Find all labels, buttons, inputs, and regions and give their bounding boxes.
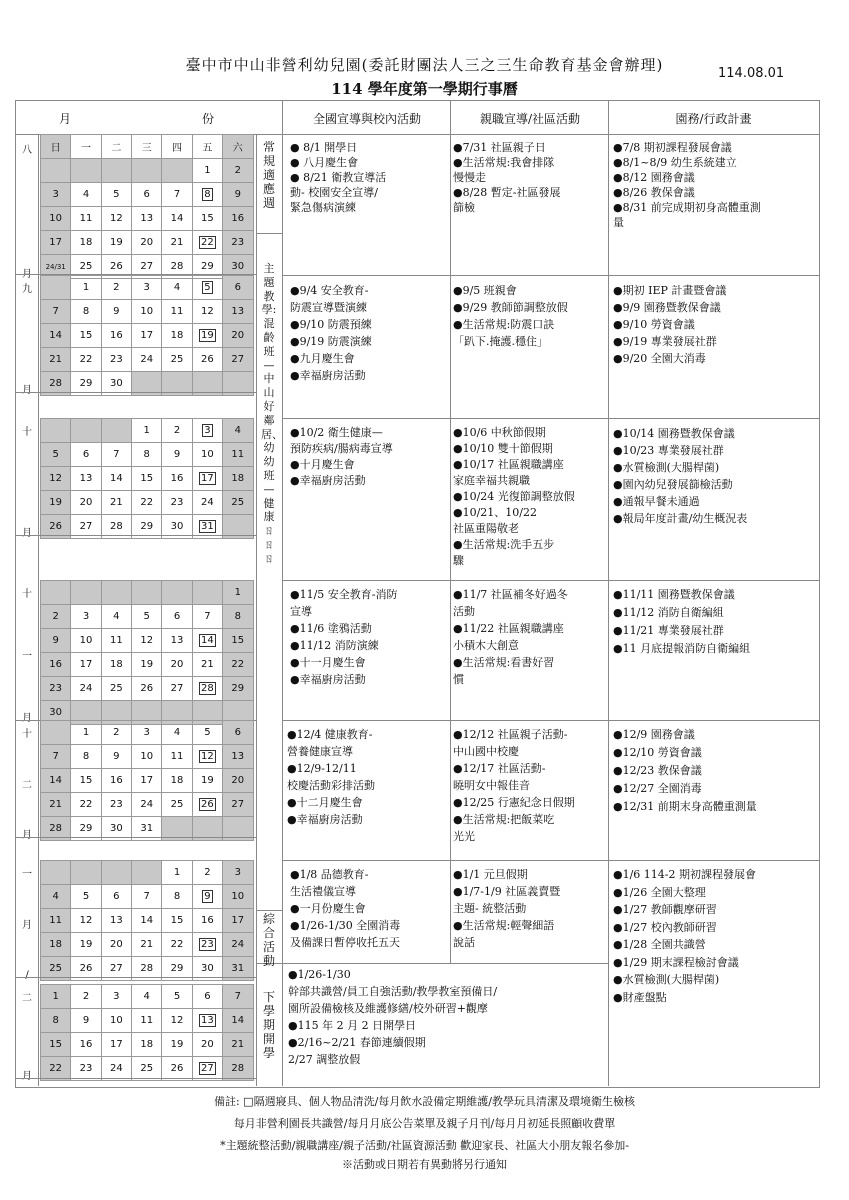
header-parent: 親職宣導/社區活動 bbox=[479, 112, 581, 126]
calendar-day: 29 bbox=[71, 372, 101, 396]
calendar-day: 5 bbox=[41, 443, 71, 467]
calendar-day: 7 bbox=[41, 745, 71, 769]
calendar-day: 17 bbox=[132, 769, 162, 793]
calendar-day: 10 bbox=[41, 207, 71, 231]
calendar-day: 11 bbox=[132, 1009, 162, 1033]
month-label: 十 一 月 bbox=[22, 589, 32, 724]
weekday-label: 日 bbox=[41, 135, 71, 159]
calendar-day bbox=[41, 276, 71, 300]
calendar-day: 15 bbox=[41, 1033, 71, 1057]
calendar-day bbox=[132, 159, 162, 183]
calendar-day bbox=[192, 581, 222, 605]
calendar-day: 12 bbox=[101, 207, 131, 231]
calendar-day: 22 bbox=[71, 793, 101, 817]
events-oct-parent: ●10/6 中秋節假期 ●10/10 雙十節假期 ●10/17 社區親職講座 家庭幸福共親職 ●10/24 光復節調整放假 ●10/21、10/22 社區重陽敬老 ●生活常規:洗手五步 驟 bbox=[453, 426, 575, 567]
weekday-label: 二 bbox=[101, 135, 131, 159]
calendar-day: 20 bbox=[192, 1033, 222, 1057]
calendar-day: 23 bbox=[162, 491, 192, 515]
month-divider bbox=[15, 837, 256, 838]
calendar-day: 5 bbox=[101, 183, 131, 207]
calendar-day: 7 bbox=[41, 300, 71, 324]
calendar-day: 27 bbox=[101, 957, 131, 981]
calendar-day: 16 bbox=[192, 909, 222, 933]
calendar-day: 27 bbox=[71, 515, 101, 539]
calendar-day: 30 bbox=[101, 817, 131, 841]
calendar-day: 8 bbox=[71, 300, 101, 324]
calendar-day: 21 bbox=[41, 793, 71, 817]
calendar-day: 10 bbox=[223, 885, 253, 909]
calendar-day: 25 bbox=[162, 793, 192, 817]
calendar-day: 20 bbox=[101, 933, 131, 957]
calendar-day: 17 bbox=[41, 231, 71, 255]
calendar-day: 17 bbox=[223, 909, 253, 933]
calendar-day: 13 bbox=[223, 745, 253, 769]
calendar-day: 18 bbox=[162, 324, 192, 348]
calendar-month-2 bbox=[40, 418, 254, 539]
calendar-day: 2 bbox=[71, 985, 101, 1009]
events-sep-national: ●9/4 安全教育- 防震宣導暨演練 ●9/10 防震預練 ●9/19 防震演練 ●九月慶生會 ●幸福廚房活動 bbox=[290, 284, 372, 382]
calendar-day: 10 bbox=[132, 300, 162, 324]
calendar-day: 24 bbox=[192, 491, 222, 515]
calendar-day: 23 bbox=[192, 933, 222, 957]
events-aug-national: ● 8/1 開學日 ● 八月慶生會 ● 8/21 衛教宣導活 動- 校園安全宣導/ 緊急傷病演練 bbox=[290, 141, 387, 214]
calendar-day: 15 bbox=[162, 909, 192, 933]
calendar-day: 6 bbox=[132, 183, 162, 207]
calendar-day: 27 bbox=[162, 677, 192, 701]
calendar-day: 3 bbox=[132, 721, 162, 745]
events-jan-admin: ●1/6 114-2 期初課程發展會 ●1/26 全園大整理 ●1/27 教師觀摩研習 ●1/27 校內教師研習 ●1/28 全園共識營 ●1/29 期末課程檢討會議 ●水質檢測(大腸桿菌) ●財產盤點 bbox=[613, 868, 757, 1004]
calendar-day: 22 bbox=[223, 653, 253, 677]
calendar-day: 16 bbox=[41, 653, 71, 677]
calendar-day bbox=[162, 159, 192, 183]
events-aug-parent: ●7/31 社區親子日 ●生活常規:我會排隊 慢慢走 ●8/28 暫定-社區發展 篩檢 bbox=[453, 141, 561, 214]
calendar-day: 21 bbox=[192, 653, 222, 677]
calendar-day: 13 bbox=[223, 300, 253, 324]
calendar-day: 2 bbox=[101, 721, 131, 745]
month-divider bbox=[15, 1078, 256, 1079]
calendar-day: 21 bbox=[132, 933, 162, 957]
calendar-day: 8 bbox=[162, 885, 192, 909]
events-aug-admin: ●7/8 期初課程發展會議 ●8/1~8/9 幼生系統建立 ●8/12 園務會議 ●8/26 教保會議 ●8/31 前完成期初身高體重測 量 bbox=[613, 141, 761, 229]
calendar-day: 4 bbox=[162, 721, 192, 745]
calendar-day: 20 bbox=[223, 769, 253, 793]
calendar-day: 6 bbox=[192, 985, 222, 1009]
calendar-day: 25 bbox=[162, 348, 192, 372]
calendar-day: 8 bbox=[132, 443, 162, 467]
calendar-day bbox=[41, 721, 71, 745]
calendar-day: 19 bbox=[71, 933, 101, 957]
calendar-day: 22 bbox=[71, 348, 101, 372]
side-label-adaptation: 常規適應週 bbox=[262, 140, 275, 210]
calendar-day: 9 bbox=[223, 183, 253, 207]
calendar-day: 1 bbox=[132, 419, 162, 443]
calendar-day: 24/31 bbox=[41, 255, 71, 279]
calendar-day: 1 bbox=[162, 861, 192, 885]
calendar-day: 14 bbox=[132, 909, 162, 933]
calendar-day: 11 bbox=[162, 745, 192, 769]
calendar-day: 7 bbox=[101, 443, 131, 467]
side-label-summary: 綜合活動 bbox=[262, 912, 275, 968]
calendar-day: 4 bbox=[132, 985, 162, 1009]
calendar-day bbox=[71, 581, 101, 605]
calendar-month-5 bbox=[40, 860, 254, 981]
calendar-day bbox=[101, 419, 131, 443]
calendar-day: 28 bbox=[101, 515, 131, 539]
calendar-day: 23 bbox=[71, 1057, 101, 1081]
weekday-label: 五 bbox=[192, 135, 222, 159]
calendar-day: 12 bbox=[41, 467, 71, 491]
calendar-day: 14 bbox=[41, 324, 71, 348]
calendar-day: 8 bbox=[223, 605, 253, 629]
events-oct-national: ●10/2 衛生健康— 預防疾病/腸病毒宣導 ●十月慶生會 ●幸福廚房活動 bbox=[290, 426, 393, 487]
calendar-day: 23 bbox=[223, 231, 253, 255]
month-divider bbox=[15, 392, 256, 393]
calendar-day: 25 bbox=[223, 491, 253, 515]
calendar-day: 15 bbox=[223, 629, 253, 653]
calendar-day: 29 bbox=[223, 677, 253, 701]
date-code: 114.08.01 bbox=[718, 66, 785, 81]
calendar-day bbox=[162, 581, 192, 605]
calendar-day bbox=[41, 159, 71, 183]
calendar-day: 22 bbox=[132, 491, 162, 515]
calendar-day: 11 bbox=[101, 629, 131, 653]
calendar-month-6 bbox=[40, 984, 254, 1081]
calendar-day: 20 bbox=[223, 324, 253, 348]
calendar-day: 9 bbox=[192, 885, 222, 909]
page-title: 臺中市中山非營利幼兒園(委託財團法人三之三生命教育基金會辦理) bbox=[185, 56, 664, 74]
calendar-day: 25 bbox=[41, 957, 71, 981]
page-subtitle: 114 學年度第一學期行事曆 bbox=[331, 80, 518, 98]
footer-note-1: 備註: □隔週寢具、個人物品清洗/每月飲水設備定期維護/教學玩具清潔及環境衛生檢核 bbox=[213, 1095, 635, 1108]
calendar-day: 17 bbox=[132, 324, 162, 348]
calendar-day: 27 bbox=[223, 793, 253, 817]
calendar-day: 20 bbox=[162, 653, 192, 677]
calendar-day: 11 bbox=[162, 300, 192, 324]
calendar-day: 15 bbox=[132, 467, 162, 491]
calendar-day: 21 bbox=[41, 348, 71, 372]
calendar-day: 13 bbox=[101, 909, 131, 933]
calendar-day: 8 bbox=[41, 1009, 71, 1033]
calendar-day: 19 bbox=[41, 491, 71, 515]
events-nov-admin: ●11/11 園務暨教保會議 ●11/12 消防自衛編組 ●11/21 專業發展社群 ●11 月底提報消防自衛編組 bbox=[613, 588, 751, 655]
calendar-day: 12 bbox=[71, 909, 101, 933]
side-label-theme: 主題教學:混齡班—中山好鄰居、幼幼班—健康ㄖㄖㄖ bbox=[261, 262, 283, 565]
calendar-month-3 bbox=[40, 580, 254, 725]
calendar-day: 4 bbox=[223, 419, 253, 443]
calendar-day: 26 bbox=[41, 515, 71, 539]
calendar-day: 7 bbox=[162, 183, 192, 207]
calendar-day: 12 bbox=[132, 629, 162, 653]
calendar-day: 15 bbox=[192, 207, 222, 231]
calendar-day: 23 bbox=[101, 793, 131, 817]
calendar-day: 18 bbox=[223, 467, 253, 491]
calendar-day bbox=[71, 159, 101, 183]
events-jan-national: ●1/8 品德教育- 生活禮儀宣導 ●一月份慶生會 ●1/26-1/30 全園消毒 及備課日暫停收托五天 bbox=[290, 868, 401, 949]
events-sep-admin: ●期初 IEP 計畫暨會議 ●9/9 園務暨教保會議 ●9/10 勞資會議 ●9/19 專業發展社群 ●9/20 全園大消毒 bbox=[613, 284, 727, 365]
calendar-day: 25 bbox=[101, 677, 131, 701]
calendar-day: 2 bbox=[41, 605, 71, 629]
calendar-day: 3 bbox=[132, 276, 162, 300]
calendar-day: 3 bbox=[223, 861, 253, 885]
events-nov-national: ●11/5 安全教育-消防 宣導 ●11/6 塗鴉活動 ●11/12 消防演練 ●十一月慶生會 ●幸福廚房活動 bbox=[290, 588, 398, 686]
calendar-day bbox=[101, 581, 131, 605]
events-dec-admin: ●12/9 園務會議 ●12/10 勞資會議 ●12/23 教保會議 ●12/27 全園消毒 ●12/31 前期末身高體重測量 bbox=[613, 728, 757, 813]
calendar-day: 5 bbox=[71, 885, 101, 909]
header-part: 份 bbox=[201, 112, 214, 126]
calendar-day bbox=[41, 581, 71, 605]
month-divider bbox=[15, 535, 256, 536]
calendar-day: 28 bbox=[223, 1057, 253, 1081]
calendar-day: 24 bbox=[223, 933, 253, 957]
calendar-day: 29 bbox=[162, 957, 192, 981]
calendar-day: 7 bbox=[192, 605, 222, 629]
calendar-day: 20 bbox=[71, 491, 101, 515]
calendar-day: 16 bbox=[223, 207, 253, 231]
calendar-day: 20 bbox=[132, 231, 162, 255]
events-sep-parent: ●9/5 班親會 ●9/29 教師節調整放假 ●生活常規:防震口訣 「趴下.掩護.穩住」 bbox=[453, 284, 568, 348]
calendar-day: 28 bbox=[162, 255, 192, 279]
month-label: 二 月 bbox=[22, 993, 32, 1082]
calendar-day: 9 bbox=[101, 745, 131, 769]
calendar-day: 22 bbox=[41, 1057, 71, 1081]
events-end-national: ●1/26-1/30 幹部共識營/員工自強活動/教學教室預備日/ 園所設備檢核及維護修繕/校外研習+觀摩 ●115 年 2 月 2 日開學日 ●2/16~2/21 春節連續假期 2/27 調整放假 bbox=[288, 968, 498, 1066]
calendar-day: 6 bbox=[101, 885, 131, 909]
calendar-day bbox=[101, 861, 131, 885]
calendar-day bbox=[41, 419, 71, 443]
calendar-day: 24 bbox=[71, 677, 101, 701]
header-national: 全國宣導與校內活動 bbox=[312, 112, 421, 126]
calendar-day bbox=[132, 581, 162, 605]
month-column-divider bbox=[38, 134, 39, 1086]
calendar-day: 26 bbox=[71, 957, 101, 981]
calendar-day: 12 bbox=[192, 300, 222, 324]
calendar-month-4 bbox=[40, 720, 254, 841]
calendar-day: 23 bbox=[41, 677, 71, 701]
weekday-label: 一 bbox=[71, 135, 101, 159]
calendar-day: 12 bbox=[162, 1009, 192, 1033]
calendar-day: 29 bbox=[71, 817, 101, 841]
calendar-day bbox=[41, 861, 71, 885]
month-label: 八 月 bbox=[22, 145, 32, 280]
month-label: 一 月 / bbox=[22, 869, 32, 981]
calendar-day: 24 bbox=[101, 1057, 131, 1081]
calendar-day: 9 bbox=[41, 629, 71, 653]
events-dec-national: ●12/4 健康教育- 營養健康宣導 ●12/9-12/11 校慶活動彩排活動 ●十二月慶生會 ●幸福廚房活動 bbox=[287, 728, 375, 826]
calendar-day bbox=[132, 861, 162, 885]
calendar-day: 2 bbox=[223, 159, 253, 183]
events-nov-parent: ●11/7 社區補冬好過冬 活動 ●11/22 社區親職講座 小積木大創意 ●生活常規:看書好習 慣 bbox=[453, 588, 568, 686]
calendar-day: 15 bbox=[71, 769, 101, 793]
calendar-day: 13 bbox=[132, 207, 162, 231]
calendar-day: 21 bbox=[223, 1033, 253, 1057]
calendar-day: 4 bbox=[71, 183, 101, 207]
calendar-day: 6 bbox=[223, 721, 253, 745]
calendar-day: 26 bbox=[101, 255, 131, 279]
calendar-day: 22 bbox=[192, 231, 222, 255]
calendar-day: 2 bbox=[192, 861, 222, 885]
calendar-day: 1 bbox=[192, 159, 222, 183]
calendar-day: 7 bbox=[132, 885, 162, 909]
calendar-day: 24 bbox=[132, 348, 162, 372]
calendar-day: 2 bbox=[162, 419, 192, 443]
calendar-day: 19 bbox=[132, 653, 162, 677]
calendar-day: 2 bbox=[101, 276, 131, 300]
calendar-day: 21 bbox=[101, 491, 131, 515]
calendar-day: 19 bbox=[101, 231, 131, 255]
calendar-day: 29 bbox=[132, 515, 162, 539]
calendar-day: 11 bbox=[223, 443, 253, 467]
calendar-day: 22 bbox=[162, 933, 192, 957]
calendar-day: 11 bbox=[71, 207, 101, 231]
calendar-day: 21 bbox=[162, 231, 192, 255]
weekday-label: 六 bbox=[223, 135, 253, 159]
calendar-day: 11 bbox=[41, 909, 71, 933]
calendar-day: 27 bbox=[223, 348, 253, 372]
calendar-day: 5 bbox=[192, 276, 222, 300]
calendar-day: 1 bbox=[223, 581, 253, 605]
calendar-day: 30 bbox=[192, 957, 222, 981]
calendar-day: 30 bbox=[223, 255, 253, 279]
calendar-day: 10 bbox=[132, 745, 162, 769]
calendar-day: 30 bbox=[162, 515, 192, 539]
calendar-day: 14 bbox=[101, 467, 131, 491]
calendar-day: 25 bbox=[132, 1057, 162, 1081]
calendar-day: 18 bbox=[132, 1033, 162, 1057]
calendar-day: 6 bbox=[223, 276, 253, 300]
calendar-day bbox=[71, 419, 101, 443]
calendar-day: 10 bbox=[71, 629, 101, 653]
calendar-day: 18 bbox=[162, 769, 192, 793]
calendar-day: 6 bbox=[71, 443, 101, 467]
calendar-day: 28 bbox=[41, 817, 71, 841]
events-oct-admin: ●10/14 園務暨教保會議 ●10/23 專業發展社群 ●水質檢測(大腸桿菌) ●園內幼兒發展篩檢活動 ●通報早餐未通過 ●報局年度計畫/幼生概況表 bbox=[613, 427, 748, 525]
calendar-day: 6 bbox=[162, 605, 192, 629]
weekday-label: 四 bbox=[162, 135, 192, 159]
calendar-day: 19 bbox=[162, 1033, 192, 1057]
calendar-day: 27 bbox=[132, 255, 162, 279]
calendar-day: 29 bbox=[192, 255, 222, 279]
calendar-day: 16 bbox=[71, 1033, 101, 1057]
calendar-day: 17 bbox=[192, 467, 222, 491]
calendar-day: 9 bbox=[71, 1009, 101, 1033]
calendar-day: 13 bbox=[192, 1009, 222, 1033]
calendar-day: 4 bbox=[41, 885, 71, 909]
header-month: 月 bbox=[58, 112, 71, 126]
calendar-day: 1 bbox=[71, 721, 101, 745]
calendar-day: 30 bbox=[41, 701, 71, 725]
footer-note-3: *主題統整活動/親職講座/親子活動/社區資源活動 歡迎家長、社區大小朋友報名參加- bbox=[220, 1139, 629, 1152]
calendar-day bbox=[71, 861, 101, 885]
calendar-month-1 bbox=[40, 275, 254, 396]
calendar-day: 14 bbox=[192, 629, 222, 653]
calendar-day: 18 bbox=[41, 933, 71, 957]
calendar-day: 26 bbox=[162, 1057, 192, 1081]
calendar-day: 26 bbox=[132, 677, 162, 701]
calendar-day: 31 bbox=[192, 515, 222, 539]
calendar-day: 5 bbox=[192, 721, 222, 745]
side-label-next-semester: 下學期開學 bbox=[262, 990, 275, 1060]
calendar-day: 14 bbox=[223, 1009, 253, 1033]
calendar-day: 28 bbox=[41, 372, 71, 396]
events-dec-parent: ●12/12 社區親子活動- 中山國中校慶 ●12/17 社區活動- 曉明女中報佳音 ●12/25 行憲紀念日假期 ●生活常規:把飯菜吃 光光 bbox=[453, 728, 575, 843]
calendar-day: 17 bbox=[71, 653, 101, 677]
calendar-day: 19 bbox=[192, 324, 222, 348]
calendar-day: 18 bbox=[71, 231, 101, 255]
events-jan-parent: ●1/1 元旦假期 ●1/7-1/9 社區義賣暨 主題- 統整活動 ●生活常規:輕聲細語 說話 bbox=[453, 868, 561, 949]
calendar-day: 16 bbox=[162, 467, 192, 491]
footer-note-4: ※活動或日期若有異動將另行通知 bbox=[342, 1158, 507, 1171]
calendar-day: 10 bbox=[101, 1009, 131, 1033]
calendar-day: 14 bbox=[41, 769, 71, 793]
calendar-day: 1 bbox=[41, 985, 71, 1009]
calendar-day: 31 bbox=[132, 817, 162, 841]
calendar-day: 9 bbox=[162, 443, 192, 467]
calendar-day: 26 bbox=[192, 348, 222, 372]
calendar-day: 12 bbox=[192, 745, 222, 769]
calendar-day: 3 bbox=[101, 985, 131, 1009]
calendar-day: 7 bbox=[223, 985, 253, 1009]
calendar-day: 28 bbox=[132, 957, 162, 981]
calendar-day: 18 bbox=[101, 653, 131, 677]
calendar-day: 4 bbox=[162, 276, 192, 300]
month-divider bbox=[15, 977, 256, 978]
calendar-day: 16 bbox=[101, 769, 131, 793]
calendar-month-0 bbox=[40, 134, 254, 279]
calendar-day: 14 bbox=[162, 207, 192, 231]
footer-note-2: 每月非營利園長共識營/每月月底公告菜單及親子月刊/每月月初延長照顧收費單 bbox=[233, 1117, 616, 1130]
calendar-day: 9 bbox=[101, 300, 131, 324]
calendar-day: 3 bbox=[41, 183, 71, 207]
calendar-day: 23 bbox=[101, 348, 131, 372]
calendar-day: 1 bbox=[71, 276, 101, 300]
calendar-day: 24 bbox=[132, 793, 162, 817]
month-label: 九 月 bbox=[22, 284, 32, 396]
calendar-day: 30 bbox=[101, 372, 131, 396]
calendar-day: 27 bbox=[192, 1057, 222, 1081]
calendar-day: 16 bbox=[101, 324, 131, 348]
calendar-day: 25 bbox=[71, 255, 101, 279]
calendar-day: 28 bbox=[192, 677, 222, 701]
calendar-day: 5 bbox=[132, 605, 162, 629]
weekday-label: 三 bbox=[132, 135, 162, 159]
calendar-day bbox=[101, 159, 131, 183]
calendar-day: 3 bbox=[71, 605, 101, 629]
calendar-day: 8 bbox=[192, 183, 222, 207]
header-admin: 園務/行政計畫 bbox=[675, 112, 752, 126]
calendar-day: 26 bbox=[192, 793, 222, 817]
calendar-day: 3 bbox=[192, 419, 222, 443]
calendar-day: 31 bbox=[223, 957, 253, 981]
calendar-day: 19 bbox=[192, 769, 222, 793]
calendar-day: 13 bbox=[71, 467, 101, 491]
month-label: 十 二 月 bbox=[22, 729, 32, 841]
calendar-day: 17 bbox=[101, 1033, 131, 1057]
month-label: 十 月 bbox=[22, 427, 32, 539]
calendar-day: 13 bbox=[162, 629, 192, 653]
calendar-day: 15 bbox=[71, 324, 101, 348]
calendar-day: 10 bbox=[192, 443, 222, 467]
calendar-day: 5 bbox=[162, 985, 192, 1009]
calendar-day: 4 bbox=[101, 605, 131, 629]
calendar-day: 8 bbox=[71, 745, 101, 769]
